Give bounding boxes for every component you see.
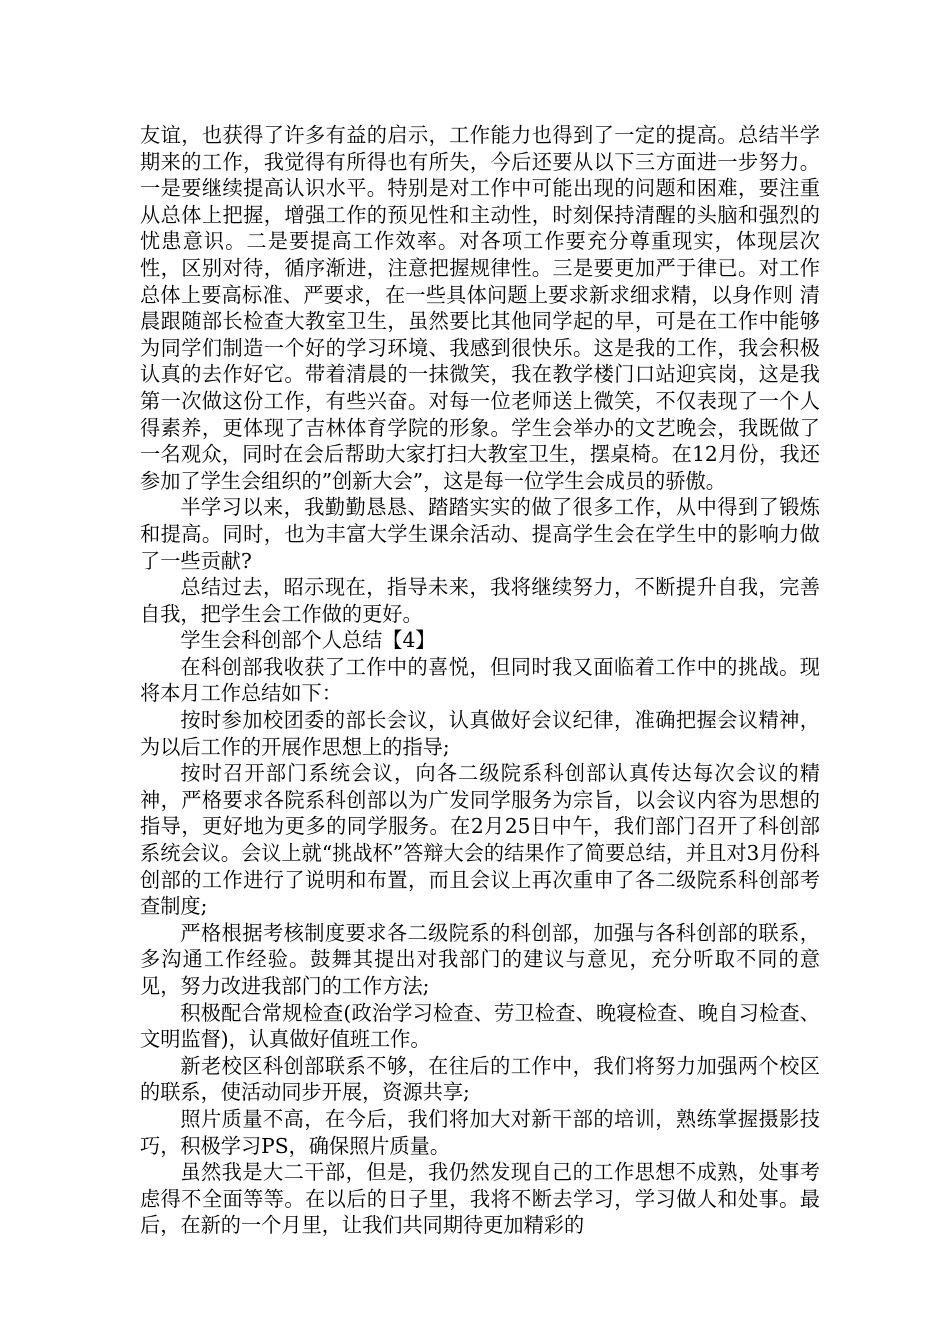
paragraph: 在科创部我收获了工作中的喜悦，但同时我又面临着工作中的挑战。现将本月工作总结如下： [140, 654, 820, 706]
paragraph: 新老校区科创部联系不够，在往后的工作中，我们将努力加强两个校区的联系，使活动同步开展，资源共享; [140, 1053, 820, 1105]
section-heading: 学生会科创部个人总结【4】 [180, 628, 436, 653]
paragraph: 按时参加校团委的部长会议，认真做好会议纪律，准确把握会议精神，为以后工作的开展作思想上的指导; [140, 708, 820, 759]
paragraph: 按时召开部门系统会议，向各二级院系科创部认真传达每次会议的精神，严格要求各院系科创部以为广发同学服务为宗旨，以会议内容为思想的指导，更好地为更多的同学服务。在2月25日中午，我们部门召开了科创部系统会议。会议上就“挑战杯”答辩大会的结果作了简要总结，并且对3月份科创部的工作进行了说明和布置，而且会议上再次重申了各二级院系科创部考查制度; [140, 761, 820, 919]
document-body [140, 122, 820, 1239]
paragraph: 严格根据考核制度要求各二级院系的科创部，加强与各科创部的联系，多沟通工作经验。鼓舞其提出对我部门的建议与意见，充分听取不同的意见，努力改进我部门的工作方法; [140, 920, 820, 998]
paragraph: 虽然我是大二干部，但是，我仍然发现自己的工作思想不成熟，处事考虑得不全面等等。在以后的日子里，我将不断去学习，学习做人和处事。最后，在新的一个月里，让我们共同期待更加精彩的 [140, 1160, 820, 1238]
paragraph: 半学习以来，我勤勤恳恳、踏踏实实的做了很多工作，从中得到了锻炼和提高。同时，也为丰富大学生课余活动、提高学生会在学生中的影响力做了一些贡献? [140, 495, 820, 573]
paragraph: 总结过去，昭示现在，指导未来，我将继续努力，不断提升自我，完善自我，把学生会工作做的更好。 [140, 575, 820, 626]
paragraph: 照片质量不高，在今后，我们将加大对新干部的培训，熟练掌握摄影技巧，积极学习PS，确保照片质量。 [140, 1106, 820, 1158]
paragraph: 友谊，也获得了许多有益的启示，工作能力也得到了一定的提高。总结半学期来的工作，我觉得有所得也有所失，今后还要从以下三方面进一步努力。一是要继续提高认识水平。特别是对工作中可能出现的问题和困难，要注重从总体上把握，增强工作的预见性和主动性，时刻保持清醒的头脑和强烈的忧患意识。二是要提高工作效率。对各项工作要充分尊重现实，体现层次性，区别对待，循序渐进，注意把握规律性。三是要更加严于律已。对工作总体上要高标准、严要求，在一些具体问题上要求新求细求精，以身作则 清晨跟随部长检查大教室卫生，虽然要比其他同学起的早，可是在工作中能够为同学们制造一个好的学习环境、我感到很快乐。这是我的工作，我会积极认真的去作好它。带着清晨的一抹微笑，我在教学楼门口站迎宾岗，这是我第一次做这份工作，有些兴奋。对每一位老师送上微笑，不仅表现了一个人得素养，更体现了吉林体育学院的形象。学生会举办的文艺晚会，我既做了一名观众，同时在会后帮助大家打扫大教室卫生，摆桌椅。在12月份，我还参加了学生会组织的”创新大会”，这是每一位学生会成员的骄傲。 [140, 123, 820, 493]
paragraph: 积极配合常规检查(政治学习检查、劳卫检查、晚寝检查、晚自习检查、文明监督)，认真做好值班工作。 [140, 1000, 820, 1052]
